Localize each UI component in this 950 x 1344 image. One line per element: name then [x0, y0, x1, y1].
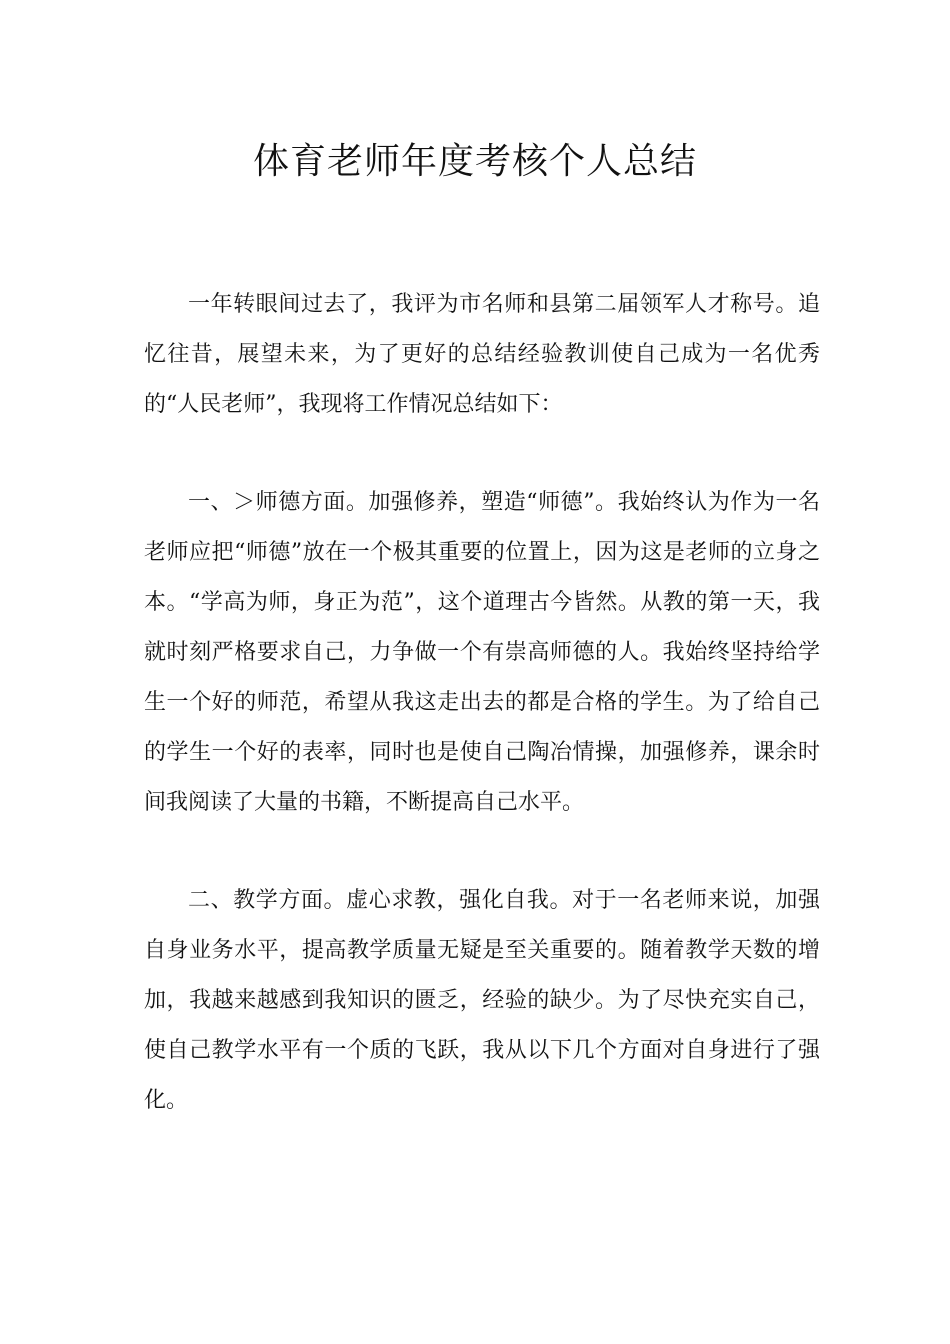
paragraph-intro: 一年转眼间过去了，我评为市名师和县第二届领军人才称号。追忆往昔，展望未来，为了更好的总结经验教训使自己成为一名优秀的“人民老师”，我现将工作情况总结如下： — [144, 292, 820, 417]
paragraph-teaching: 二、教学方面。虚心求教，强化自我。对于一名老师来说，加强自身业务水平，提高教学质量无疑是至关重要的。随着教学天数的增加，我越来越感到我知识的匮乏，经验的缺少。为了尽快充实自己，使自己教学水平有一个质的飞跃，我从以下几个方面对自身进行了强化。 — [144, 888, 820, 1113]
paragraph-teacher-ethics: 一、＞师德方面。加强修养，塑造“师德”。我始终认为作为一名老师应把“师德”放在一个极其重要的位置上，因为这是老师的立身之本。“学高为师，身正为范”，这个道理古今皆然。从教的第一天，我就时刻严格要求自己，力争做一个有崇高师德的人。我始终坚持给学生一个好的师范，希望从我这走出去的都是合格的学生。为了给自己的学生一个好的表率，同时也是使自己陶冶情操，加强修养，课余时间我阅读了大量的书籍，不断提高自己水平。 — [144, 490, 820, 815]
document-title: 体育老师年度考核个人总结 — [252, 141, 697, 182]
